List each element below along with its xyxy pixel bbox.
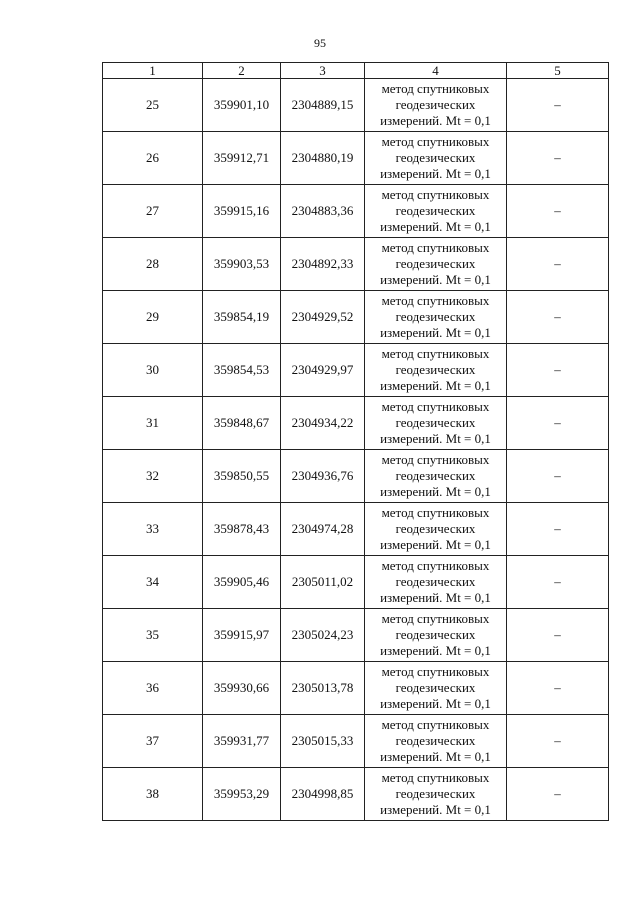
method-line-1: метод спутниковых: [381, 505, 490, 520]
method-line-3: измерений. Mt = 0,1: [380, 113, 491, 128]
method-line-3: измерений. Mt = 0,1: [380, 484, 491, 499]
method-line-1: метод спутниковых: [381, 664, 490, 679]
note-cell: –: [507, 609, 609, 662]
note-cell: –: [507, 238, 609, 291]
coordinate-y: 2305013,78: [281, 662, 365, 715]
method-line-2: геодезических: [395, 627, 476, 642]
point-number: 27: [103, 185, 203, 238]
coordinate-y: 2304929,52: [281, 291, 365, 344]
coordinate-x: 359901,10: [203, 79, 281, 132]
determination-method: [365, 450, 507, 503]
table-row: [103, 238, 609, 291]
point-number: 38: [103, 768, 203, 821]
method-line-3: измерений. Mt = 0,1: [380, 802, 491, 817]
coordinate-x: 359854,53: [203, 344, 281, 397]
method-line-2: геодезических: [395, 574, 476, 589]
note-cell: –: [507, 185, 609, 238]
note-cell: –: [507, 768, 609, 821]
method-line-3: измерений. Mt = 0,1: [380, 378, 491, 393]
table-row: [103, 185, 609, 238]
coordinate-x: 359930,66: [203, 662, 281, 715]
determination-method: [365, 291, 507, 344]
coordinate-y: 2304934,22: [281, 397, 365, 450]
note-cell: –: [507, 556, 609, 609]
method-line-2: геодезических: [395, 521, 476, 536]
point-number: 33: [103, 503, 203, 556]
coordinate-x: 359878,43: [203, 503, 281, 556]
coordinate-y: 2305011,02: [281, 556, 365, 609]
method-line-1: метод спутниковых: [381, 187, 490, 202]
note-cell: –: [507, 291, 609, 344]
table-row: [103, 132, 609, 185]
table-row: [103, 609, 609, 662]
method-line-3: измерений. Mt = 0,1: [380, 537, 491, 552]
column-header-2: 2: [203, 63, 281, 79]
note-cell: –: [507, 344, 609, 397]
determination-method: [365, 768, 507, 821]
method-line-3: измерений. Mt = 0,1: [380, 325, 491, 340]
coordinate-y: 2304892,33: [281, 238, 365, 291]
method-line-1: метод спутниковых: [381, 452, 490, 467]
coordinate-y: 2305015,33: [281, 715, 365, 768]
note-cell: –: [507, 715, 609, 768]
table-header-row: [103, 63, 609, 79]
coordinate-y: 2304880,19: [281, 132, 365, 185]
point-number: 32: [103, 450, 203, 503]
coordinate-x: 359854,19: [203, 291, 281, 344]
point-number: 30: [103, 344, 203, 397]
coordinate-x: 359931,77: [203, 715, 281, 768]
method-line-2: геодезических: [395, 786, 476, 801]
point-number: 36: [103, 662, 203, 715]
table-row: [103, 715, 609, 768]
determination-method: [365, 715, 507, 768]
determination-method: [365, 503, 507, 556]
method-line-3: измерений. Mt = 0,1: [380, 219, 491, 234]
point-number: 29: [103, 291, 203, 344]
coordinate-y: 2304929,97: [281, 344, 365, 397]
method-line-1: метод спутниковых: [381, 770, 490, 785]
method-line-1: метод спутниковых: [381, 240, 490, 255]
point-number: 37: [103, 715, 203, 768]
determination-method: [365, 132, 507, 185]
method-line-2: геодезических: [395, 309, 476, 324]
table-row: [103, 556, 609, 609]
column-header-1: 1: [103, 63, 203, 79]
method-line-3: измерений. Mt = 0,1: [380, 696, 491, 711]
method-line-2: геодезических: [395, 150, 476, 165]
method-line-2: геодезических: [395, 203, 476, 218]
note-cell: –: [507, 79, 609, 132]
coordinate-x: 359953,29: [203, 768, 281, 821]
method-line-1: метод спутниковых: [381, 346, 490, 361]
method-line-1: метод спутниковых: [381, 717, 490, 732]
determination-method: [365, 344, 507, 397]
column-header-5: 5: [507, 63, 609, 79]
point-number: 35: [103, 609, 203, 662]
method-line-1: метод спутниковых: [381, 611, 490, 626]
coordinate-y: 2305024,23: [281, 609, 365, 662]
column-header-3: 3: [281, 63, 365, 79]
table-row: [103, 450, 609, 503]
coordinate-x: 359905,46: [203, 556, 281, 609]
table-row: [103, 79, 609, 132]
determination-method: [365, 79, 507, 132]
note-cell: –: [507, 397, 609, 450]
method-line-2: геодезических: [395, 362, 476, 377]
table-row: [103, 768, 609, 821]
coordinate-y: 2304889,15: [281, 79, 365, 132]
method-line-1: метод спутниковых: [381, 558, 490, 573]
page-number: 95: [314, 36, 326, 50]
determination-method: [365, 185, 507, 238]
method-line-3: измерений. Mt = 0,1: [380, 431, 491, 446]
point-number: 28: [103, 238, 203, 291]
determination-method: [365, 238, 507, 291]
method-line-2: геодезических: [395, 733, 476, 748]
method-line-2: геодезических: [395, 680, 476, 695]
coordinate-y: 2304883,36: [281, 185, 365, 238]
determination-method: [365, 609, 507, 662]
point-number: 34: [103, 556, 203, 609]
point-number: 31: [103, 397, 203, 450]
column-header-4: 4: [365, 63, 507, 79]
method-line-3: измерений. Mt = 0,1: [380, 166, 491, 181]
method-line-3: измерений. Mt = 0,1: [380, 643, 491, 658]
coordinates-table: [102, 62, 609, 821]
coordinate-x: 359912,71: [203, 132, 281, 185]
coordinate-x: 359850,55: [203, 450, 281, 503]
coordinate-x: 359848,67: [203, 397, 281, 450]
coordinate-x: 359915,16: [203, 185, 281, 238]
table-row: [103, 503, 609, 556]
coordinate-x: 359915,97: [203, 609, 281, 662]
table-row: [103, 397, 609, 450]
method-line-2: геодезических: [395, 415, 476, 430]
coordinate-y: 2304974,28: [281, 503, 365, 556]
note-cell: –: [507, 662, 609, 715]
coordinate-y: 2304998,85: [281, 768, 365, 821]
method-line-1: метод спутниковых: [381, 293, 490, 308]
method-line-1: метод спутниковых: [381, 134, 490, 149]
method-line-3: измерений. Mt = 0,1: [380, 590, 491, 605]
table-row: [103, 344, 609, 397]
method-line-2: геодезических: [395, 468, 476, 483]
table-body: [103, 79, 609, 821]
note-cell: –: [507, 450, 609, 503]
determination-method: [365, 397, 507, 450]
coordinate-y: 2304936,76: [281, 450, 365, 503]
determination-method: [365, 556, 507, 609]
method-line-1: метод спутниковых: [381, 81, 490, 96]
table-row: [103, 662, 609, 715]
note-cell: –: [507, 132, 609, 185]
method-line-3: измерений. Mt = 0,1: [380, 749, 491, 764]
note-cell: –: [507, 503, 609, 556]
method-line-2: геодезических: [395, 97, 476, 112]
coordinate-x: 359903,53: [203, 238, 281, 291]
determination-method: [365, 662, 507, 715]
method-line-1: метод спутниковых: [381, 399, 490, 414]
table-row: [103, 291, 609, 344]
method-line-2: геодезических: [395, 256, 476, 271]
method-line-3: измерений. Mt = 0,1: [380, 272, 491, 287]
point-number: 25: [103, 79, 203, 132]
point-number: 26: [103, 132, 203, 185]
